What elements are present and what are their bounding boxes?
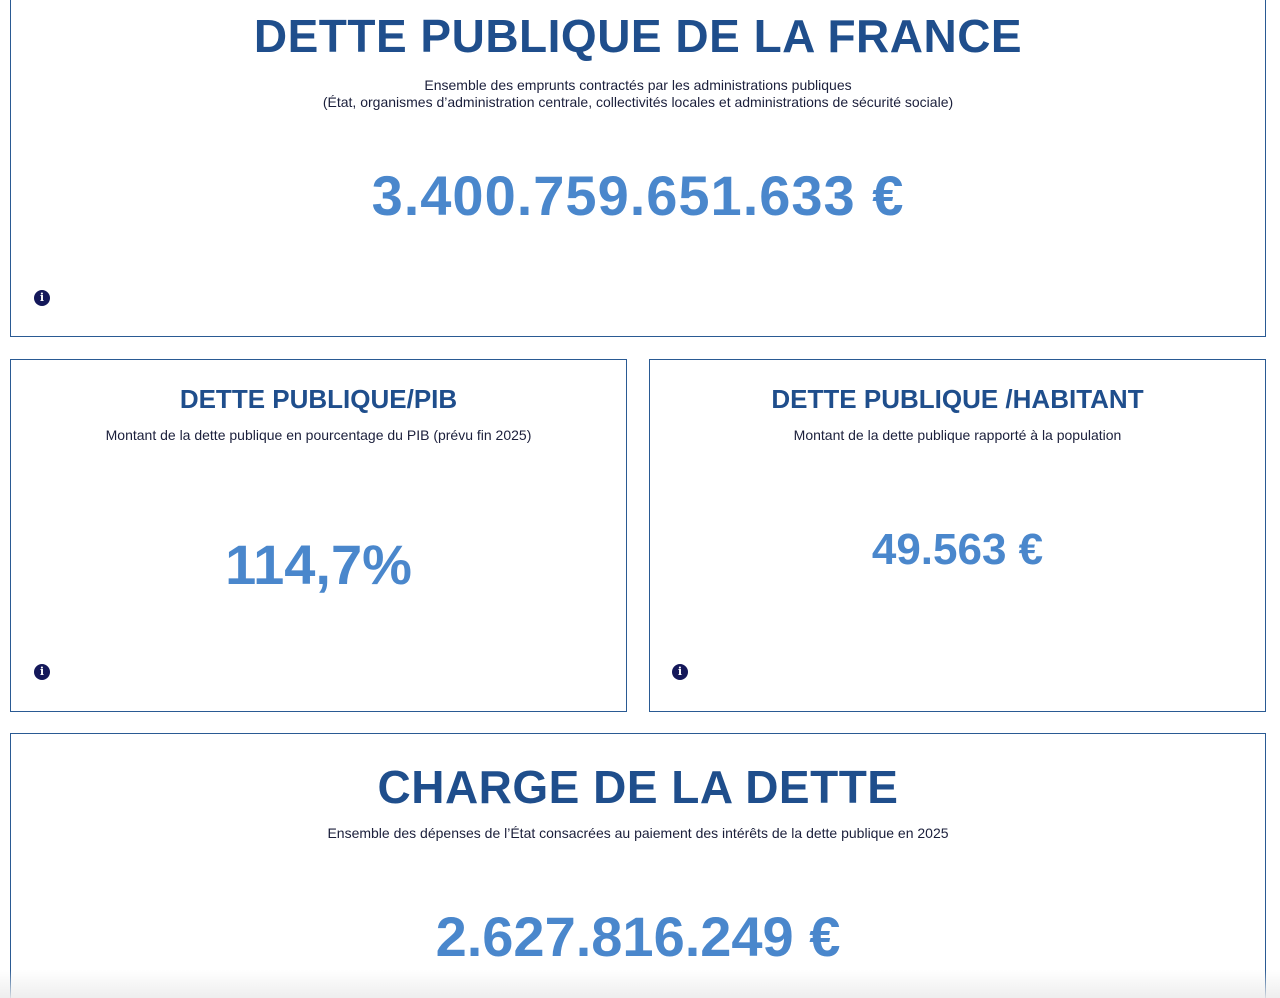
- debt-charge-title: CHARGE DE LA DETTE: [377, 761, 899, 813]
- debt-charge-description: Ensemble des dépenses de l’État consacrées au paiement des intérêts de la dette publique en 2025: [327, 825, 949, 841]
- debt-to-gdp-card: [10, 359, 627, 712]
- public-debt-card: [10, 0, 1266, 337]
- info-icon[interactable]: i: [672, 664, 688, 680]
- public-debt-title: DETTE PUBLIQUE DE LA FRANCE: [253, 10, 1023, 62]
- debt-per-capita-value: 49.563 €: [871, 525, 1044, 574]
- debt-to-gdp-title: DETTE PUBLIQUE/PIB: [179, 384, 458, 414]
- debt-per-capita-description: Montant de la dette publique rapporté à la population: [793, 427, 1122, 443]
- debt-to-gdp-description: Montant de la dette publique en pourcentage du PIB (prévu fin 2025): [105, 427, 532, 443]
- debt-per-capita-title: DETTE PUBLIQUE /HABITANT: [771, 384, 1144, 414]
- info-icon[interactable]: i: [34, 290, 50, 306]
- public-debt-description-line1: Ensemble des emprunts contractés par les administrations publiques: [424, 77, 852, 93]
- debt-charge-counter: 2.627.816.249 €: [435, 905, 841, 968]
- debt-charge-card: [10, 733, 1266, 998]
- debt-to-gdp-value: 114,7%: [225, 533, 412, 596]
- info-icon[interactable]: i: [34, 664, 50, 680]
- public-debt-description-line2: (État, organismes d’administration centrale, collectivités locales et administrations de sécurité sociale): [322, 94, 954, 110]
- debt-per-capita-card: [649, 359, 1266, 712]
- public-debt-counter: 3.400.759.651.633 €: [371, 164, 905, 227]
